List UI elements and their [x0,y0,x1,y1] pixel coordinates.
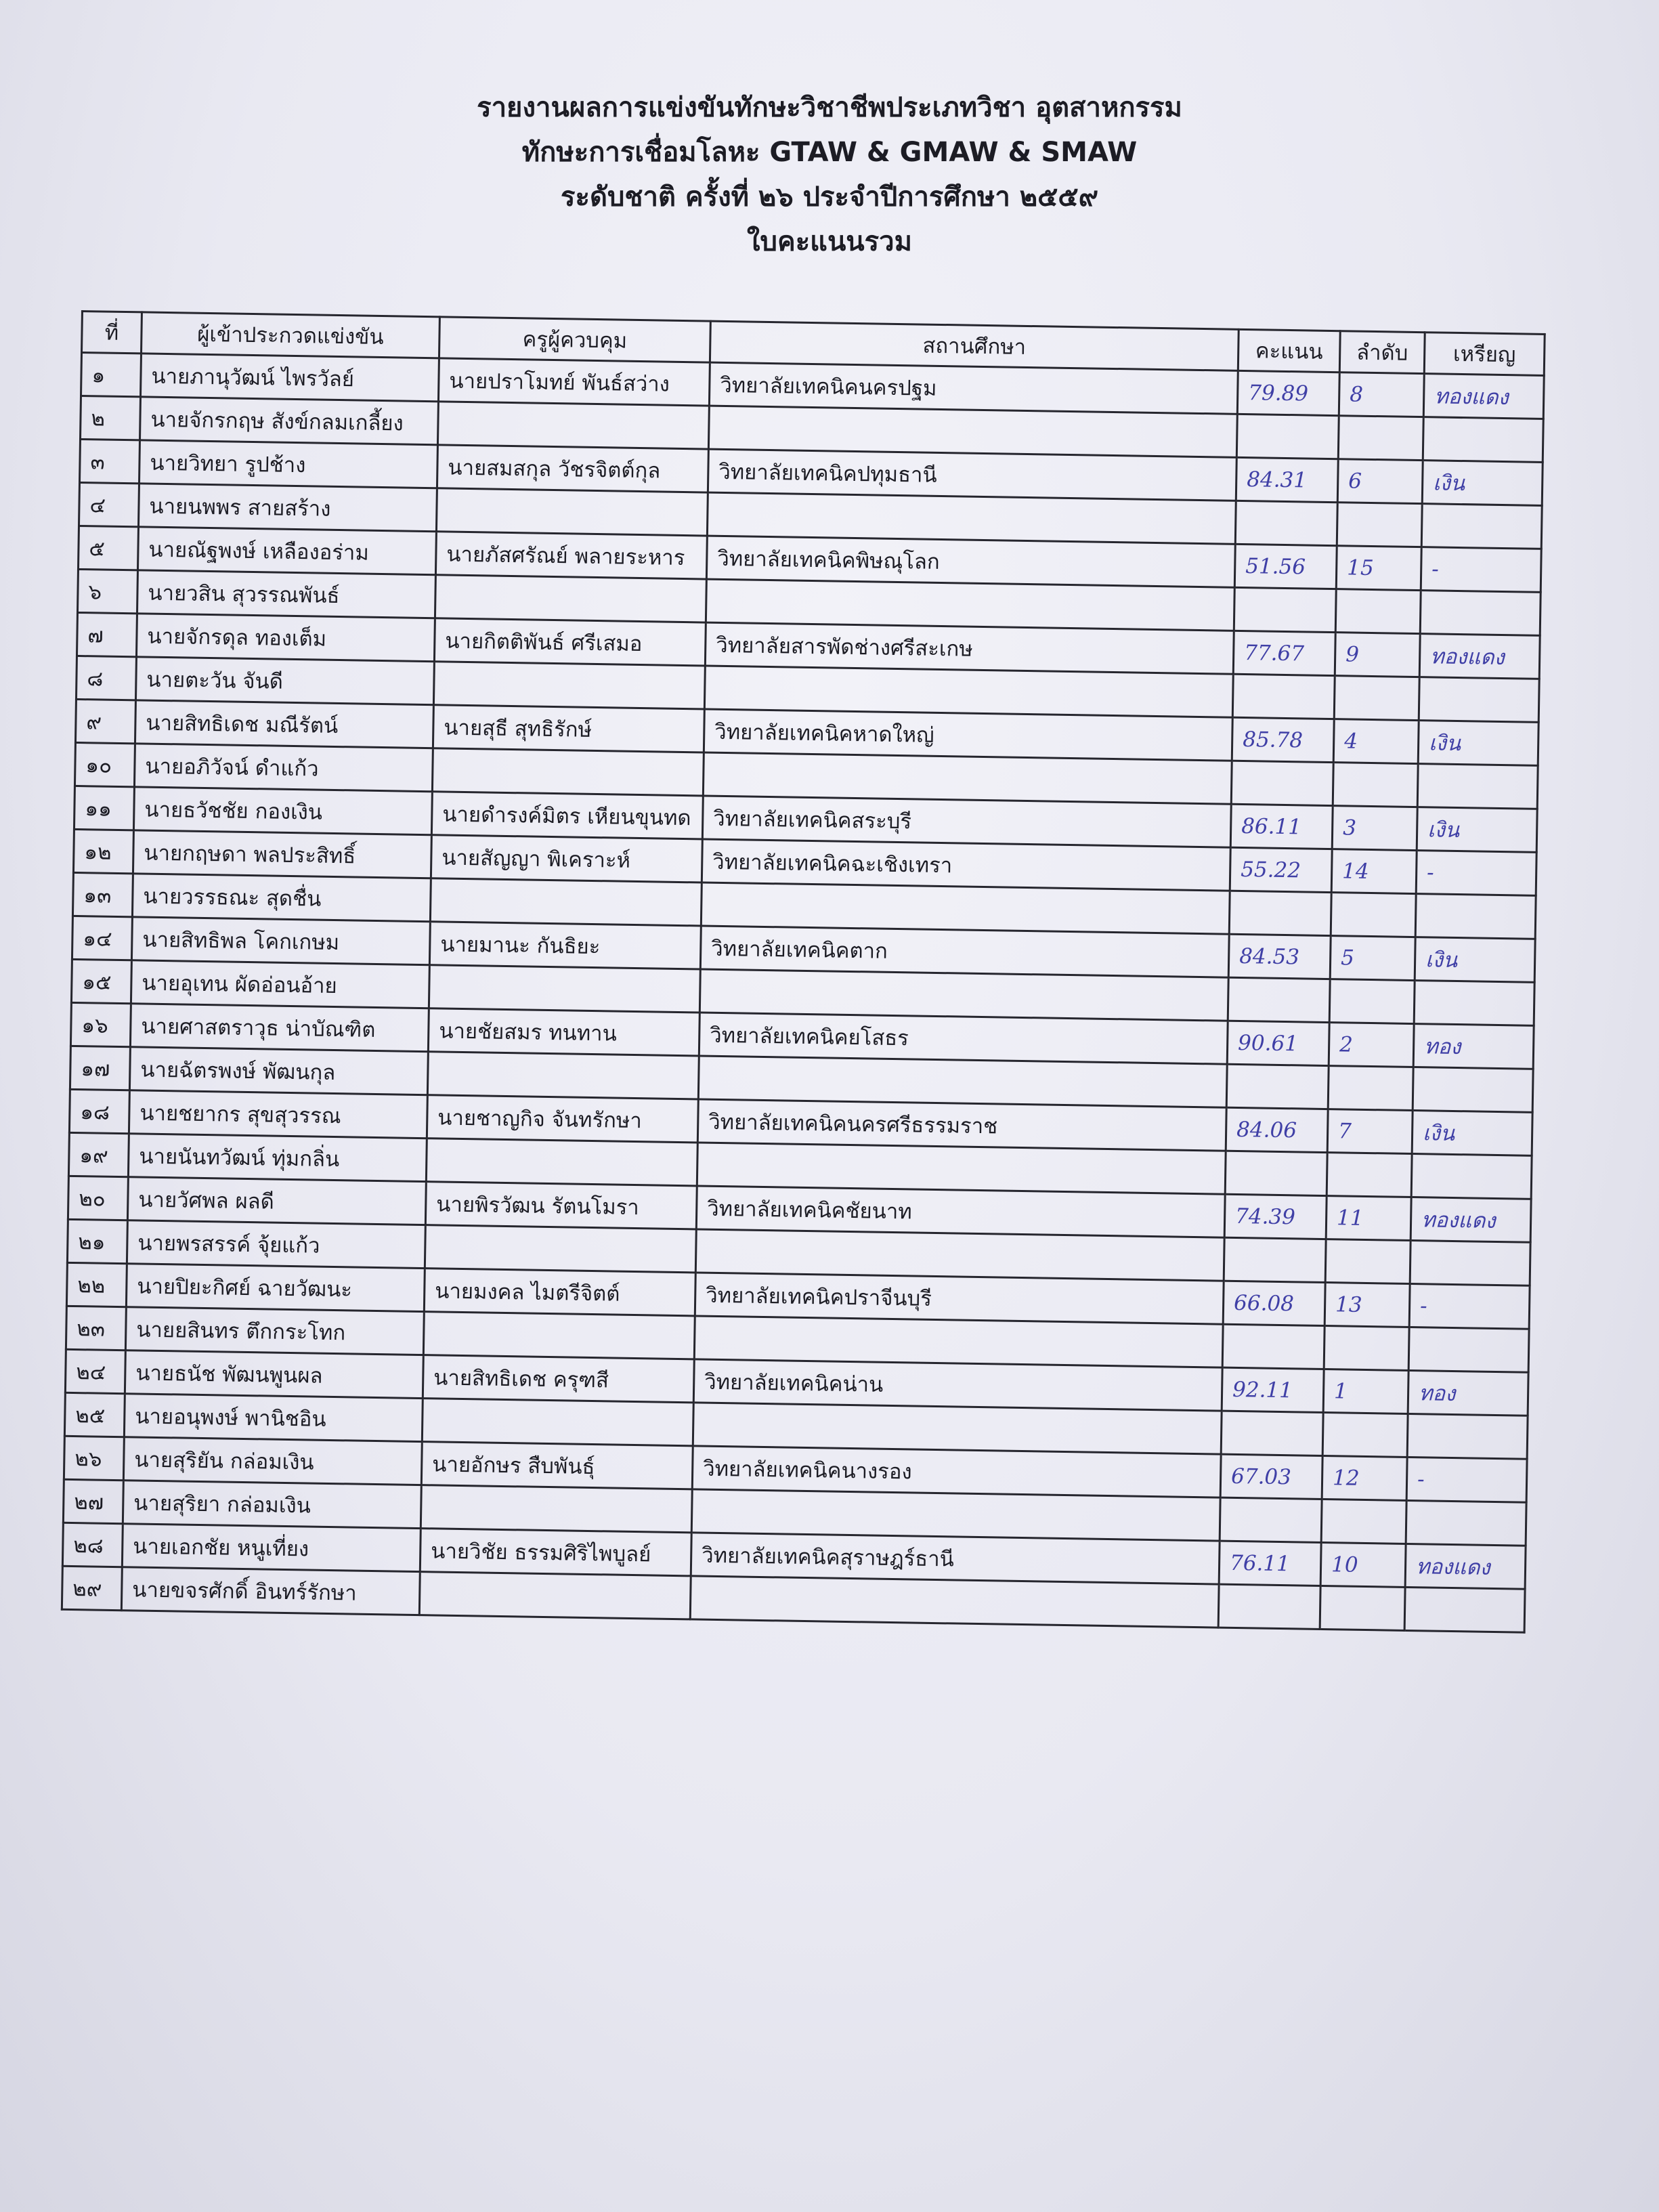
school-name: วิทยาลัยเทคนิคปราจีนบุรี [695,1273,1224,1324]
teacher-name: นายกิตติพันธ์ ศรีเสมอ [434,618,706,666]
medal-value [1406,1500,1526,1546]
medal-value [1410,1241,1530,1286]
row-number: ๕ [78,526,138,570]
medal-value: - [1421,547,1541,593]
school-name [707,492,1236,544]
teacher-name [423,1312,695,1359]
school-name: วิทยาลัยเทคนิคนครปฐม [709,362,1238,414]
row-number: ๑๑ [74,786,134,830]
score-value [1231,761,1333,805]
rank-value: 5 [1330,936,1415,981]
school-name: วิทยาลัยเทคนิคพิษณุโลก [706,536,1235,587]
school-name [704,666,1233,717]
teacher-name [419,1572,691,1619]
title-line-4: ใบคะแนนรวม [747,226,912,257]
medal-value: ทองแดง [1423,374,1544,419]
contestant-name: นายชยากร สุขสุวรรณ [129,1090,427,1139]
score-value [1232,674,1335,719]
contestant-name: นายฉัตรพงษ์ พัฒนกุล [129,1047,428,1095]
teacher-name [421,1485,692,1533]
medal-value [1411,1154,1532,1199]
teacher-name: นายวิชัย ธรรมศิริไพบูลย์ [420,1529,691,1576]
score-value: 92.11 [1222,1367,1324,1412]
contestant-name: นายขจรศักดิ์ อินทร์รักษา [121,1567,420,1615]
row-number: ๑๐ [74,742,135,786]
score-value: 90.61 [1227,1021,1329,1065]
contestant-name: นายสิทธิพล โคกเกษม [131,917,430,965]
contestant-name: นายนันทวัฒน์ ทุ่มกลิ่น [128,1134,427,1182]
school-name: วิทยาลัยเทคนิคสระบุรี [702,796,1231,847]
row-number: ๔ [79,482,139,526]
row-number: ๙ [75,699,135,743]
rank-value [1335,589,1421,634]
contestant-name: นายอุเทน ผัดอ่อนอ้าย [131,960,429,1008]
score-value [1222,1324,1324,1369]
contestant-name: นายศาสตราวุธ น่าบัณฑิต [130,1004,429,1052]
medal-value [1419,677,1539,723]
rank-value [1324,1326,1409,1371]
title-line-2: ทักษะการเชื่อมโลหะ GTAW & GMAW & SMAW [521,137,1138,168]
teacher-name [429,965,700,1013]
rank-value: 13 [1324,1283,1410,1327]
score-value [1236,414,1339,459]
medal-value: ทอง [1408,1370,1528,1416]
contestant-name: นายอนุพงษ์ พานิชอิน [124,1394,423,1442]
row-number: ๘ [76,656,136,700]
teacher-name: นายสุธี สุทธิรักษ์ [433,705,704,752]
row-number: ๑๖ [70,1002,131,1046]
rank-value [1337,503,1422,547]
rank-value: 12 [1322,1456,1407,1501]
rank-value: 15 [1336,546,1421,591]
school-name: วิทยาลัยเทคนิคปทุมธานี [708,449,1236,501]
medal-value [1404,1587,1525,1632]
contestant-name: นายวิทยา รูปช้าง [139,440,437,488]
contestant-name: นายปิยะกิศย์ ฉายวัฒนะ [126,1264,425,1312]
medal-value [1420,591,1540,636]
school-name [703,752,1232,804]
medal-value: ทอง [1413,1024,1534,1069]
row-number: ๑ [81,353,142,397]
contestant-name: นายจักรกฤษ สังข์กลมเกลี้ยง [139,397,438,445]
teacher-name [426,1139,697,1186]
header-score: คะแนน [1238,329,1340,372]
score-value [1221,1411,1323,1455]
rank-value: 10 [1320,1542,1406,1587]
contestant-name: นายณัฐพงษ์ เหลืองอร่าม [137,527,436,575]
row-number: ๒๓ [66,1306,126,1350]
score-value: 67.03 [1220,1454,1322,1499]
row-number: ๑๗ [70,1046,130,1090]
rank-value: 8 [1339,373,1424,417]
school-name [701,882,1230,934]
school-name [698,1056,1227,1107]
school-name: วิทยาลัยเทคนิคนางรอง [692,1446,1221,1497]
rank-value [1328,1066,1413,1111]
contestant-name: นายพรสรรค์ จุ้ยแก้ว [127,1220,425,1269]
contestant-name: นายกฤษดา พลประสิทธิ์ [133,830,431,878]
score-value: 74.39 [1224,1194,1327,1239]
row-number: ๗ [77,612,137,656]
rank-value [1338,416,1423,461]
medal-value [1407,1413,1528,1459]
teacher-name [425,1225,696,1273]
teacher-name [430,878,702,926]
medal-value [1414,981,1534,1026]
school-name [691,1489,1220,1541]
school-name [697,1143,1226,1194]
rank-value: 7 [1327,1109,1413,1154]
teacher-name: นายชาญกิจ จันทรักษา [427,1095,698,1143]
contestant-name: นายวสิน สุวรรณพันธ์ [137,570,435,618]
rank-value: 4 [1333,719,1419,764]
contestant-name: นายวรรธณะ สุดชื่น [132,874,431,922]
score-value: 84.06 [1226,1107,1328,1152]
rank-value [1333,763,1418,807]
score-value [1218,1584,1320,1629]
rank-value: 1 [1323,1369,1408,1414]
teacher-name: นายชัยสมร ทนทาน [428,1008,699,1056]
contestant-name: นายภานุวัฒน์ ไพรวัลย์ [141,354,439,402]
medal-value: เงิน [1418,721,1538,766]
contestant-name: นายวัศพล ผลดี [127,1177,426,1225]
medal-value [1417,764,1538,809]
school-name: วิทยาลัยเทคนิคหาดใหญ่ [704,709,1232,761]
school-name: วิทยาลัยเทคนิคนครศรีธรรมราช [697,1099,1226,1151]
school-name: วิทยาลัยเทคนิคสุราษฎร์ธานี [691,1533,1220,1584]
score-value: 76.11 [1219,1541,1321,1586]
medal-value: เงิน [1415,937,1535,983]
title-line-1: รายงานผลการแข่งขันทักษะวิชาชีพประเภทวิชา อุตสาหกรรม [477,92,1182,123]
header-school: สถานศึกษา [710,321,1238,370]
rank-value [1327,1153,1412,1197]
teacher-name: นายปราโมทย์ พันธ์สว่าง [438,358,710,406]
contestant-name: นายธนัช พัฒนพูนผล [125,1350,423,1399]
score-value: 55.22 [1230,847,1332,892]
teacher-name: นายมานะ กันธิยะ [429,922,701,969]
row-number: ๒๖ [64,1436,124,1480]
score-value: 86.11 [1230,804,1333,849]
header-no: ที่ [82,312,142,354]
rank-value: 14 [1331,849,1417,894]
school-name [706,579,1234,631]
title-line-3: ระดับชาติ ครั้งที่ ๒๖ ประจำปีการศึกษา ๒๕๕๙ [561,182,1098,213]
rank-value: 2 [1329,1023,1414,1067]
medal-value: ทองแดง [1419,634,1540,679]
school-name: วิทยาลัยเทคนิคฉะเชิงเทรา [702,839,1230,891]
score-value [1226,1064,1329,1109]
row-number: ๑๘ [69,1089,129,1133]
score-value: 77.67 [1233,631,1335,675]
teacher-name: นายมงคล ไมตรีจิตต์ [424,1269,695,1316]
medal-value: ทองแดง [1410,1197,1531,1243]
row-number: ๖ [77,569,137,613]
score-value [1229,891,1331,935]
row-number: ๒๔ [65,1349,125,1393]
school-name [690,1576,1219,1628]
medal-value [1423,417,1543,463]
medal-value [1421,504,1542,549]
header-medal: เหรียญ [1424,333,1545,376]
score-value [1220,1497,1322,1542]
rank-value: 6 [1337,459,1423,504]
teacher-name [436,488,708,536]
contestant-name: นายยสินทร ตึกกระโทก [125,1307,424,1355]
medal-value: ทองแดง [1405,1544,1526,1589]
school-name: วิทยาลัยเทคนิคยโสธร [699,1013,1228,1064]
school-name: วิทยาลัยเทคนิคชัยนาท [696,1186,1225,1237]
score-value [1228,977,1330,1022]
row-number: ๒๗ [63,1479,123,1523]
medal-value [1408,1327,1529,1372]
school-name: วิทยาลัยเทคนิคตาก [700,926,1229,977]
school-name [699,969,1228,1021]
rank-value [1331,893,1416,937]
score-table [61,310,1546,1634]
row-number: ๓ [80,440,140,484]
score-value [1225,1151,1327,1195]
contestant-name: นายนพพร สายสร้าง [138,484,437,532]
score-value [1234,587,1336,632]
row-number: ๒๘ [62,1523,123,1567]
row-number: ๑๔ [72,916,132,960]
teacher-name [432,748,704,796]
rank-value [1329,979,1415,1024]
rank-value [1325,1239,1410,1284]
row-number: ๒๒ [66,1262,127,1306]
rank-value [1334,676,1419,721]
contestant-name: นายสิทธิเดช มณีรัตน์ [135,700,433,748]
row-number: ๒๐ [68,1176,128,1220]
teacher-name: นายดำรงค์มิตร เหียนขุนทด [431,792,703,839]
teacher-name [433,662,705,709]
teacher-name: นายสมสกุล วัชรจิตต์กุล [437,445,708,492]
school-name [694,1316,1223,1367]
medal-value: เงิน [1417,807,1537,853]
teacher-name: นายสิทธิเดช ครุฑสี [423,1355,694,1403]
school-name [695,1229,1224,1281]
score-value: 66.08 [1223,1281,1325,1325]
score-value: 85.78 [1232,717,1334,762]
contestant-name: นายธวัชชัย กองเงิน [133,787,432,835]
medal-value [1415,894,1536,939]
contestant-name: นายสุริยา กล่อมเงิน [123,1481,421,1529]
medal-value: - [1416,851,1536,896]
contestant-name: นายเอกชัย หนูเที่ยง [122,1524,421,1572]
medal-value: เงิน [1412,1111,1532,1156]
row-number: ๒๑ [67,1219,127,1263]
row-number: ๑๒ [73,829,133,873]
header-contestant: ผู้เข้าประกวดแข่งขัน [142,312,440,358]
row-number: ๒ [81,396,141,440]
contestant-name: นายอภิวัจน์ ดำแก้ว [134,744,433,792]
teacher-name: นายพิรวัฒน รัตนโมรา [425,1182,697,1229]
rank-value [1320,1586,1405,1630]
school-name: วิทยาลัยเทคนิคน่าน [693,1359,1222,1411]
teacher-name: นายภัสศรัณย์ พลายระหาร [435,532,707,579]
rank-value [1322,1413,1408,1458]
teacher-name: นายอักษร สืบพันธุ์ [421,1442,693,1489]
teacher-name [437,402,709,449]
header-rank: ลำดับ [1339,331,1425,374]
teacher-name [422,1399,693,1446]
teacher-name [435,575,706,622]
contestant-name: นายจักรดุล ทองเต็ม [136,614,435,662]
score-value: 79.89 [1237,370,1339,415]
row-number: ๒๕ [64,1392,125,1437]
score-value [1235,501,1337,545]
rank-value: 11 [1326,1196,1411,1241]
contestant-name: นายสุริยัน กล่อมเงิน [123,1437,422,1485]
document-header [0,87,1659,265]
rank-value: 3 [1332,806,1417,851]
header-teacher: ครูผู้ควบคุม [439,317,710,362]
rank-value: 9 [1335,633,1420,677]
row-number: ๑๙ [68,1132,129,1176]
score-value: 84.53 [1228,934,1331,979]
rank-value [1321,1499,1406,1544]
teacher-name [427,1052,699,1099]
teacher-name: นายสัญญา พิเคราะห์ [431,835,702,882]
school-name: วิทยาลัยสารพัดช่างศรีสะเกษ [705,622,1234,674]
medal-value: - [1409,1283,1530,1329]
score-value: 51.56 [1234,544,1337,589]
school-name [708,406,1237,457]
row-number: ๒๙ [62,1566,122,1610]
contestant-name: นายตะวัน จันดี [135,657,434,705]
row-number: ๑๕ [71,959,131,1003]
school-name [693,1403,1222,1454]
row-number: ๑๓ [72,872,133,916]
medal-value [1413,1067,1533,1113]
score-value [1224,1237,1326,1282]
medal-value: เงิน [1422,461,1543,506]
score-value: 84.31 [1236,457,1338,502]
medal-value: - [1406,1457,1527,1502]
